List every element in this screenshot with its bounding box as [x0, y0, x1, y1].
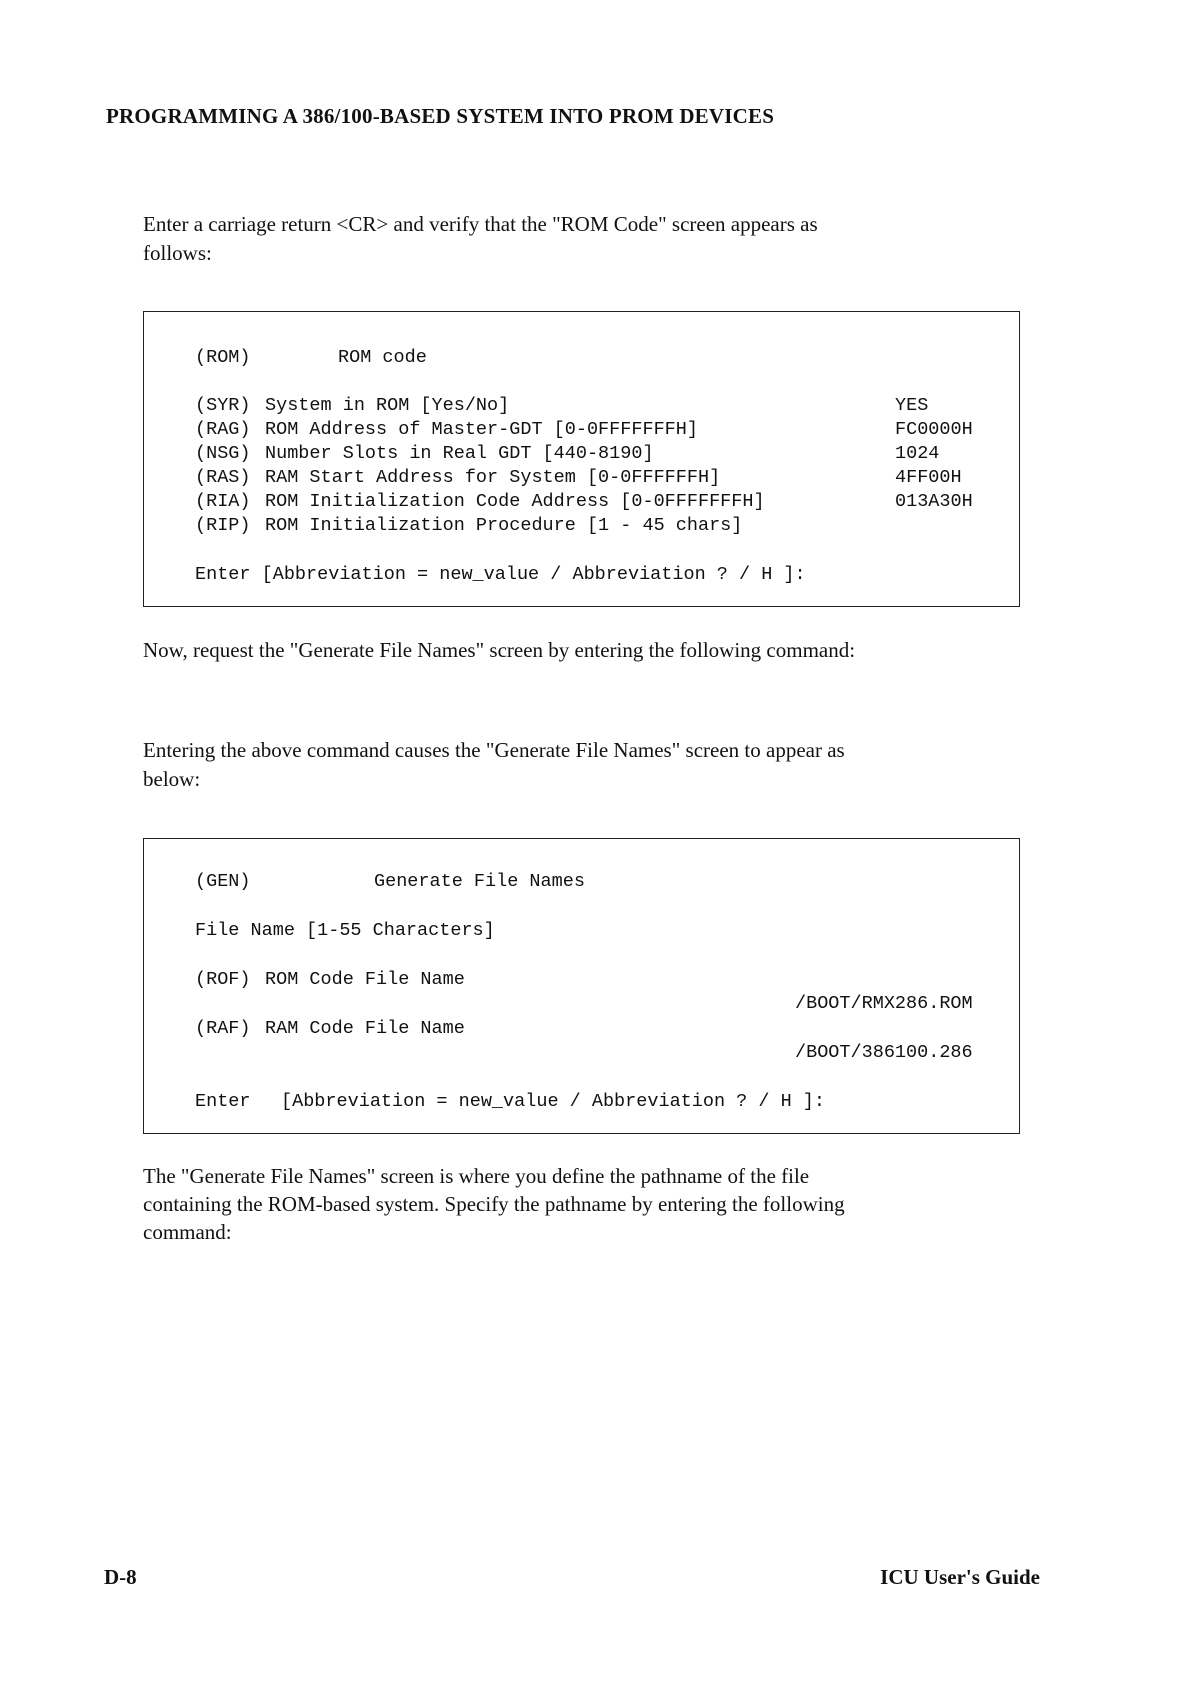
rom-row-abbr: (RAG): [195, 419, 251, 440]
file-name-subheading: File Name [1-55 Characters]: [195, 920, 495, 941]
gen-screen-title-abbr: (GEN): [195, 871, 251, 892]
raf-abbr: (RAF): [195, 1018, 251, 1039]
intro-paragraph-line-2: follows:: [143, 241, 212, 265]
raf-label: RAM Code File Name: [265, 1018, 465, 1039]
rom-screen-prompt: Enter [Abbreviation = new_value / Abbreviation ? / H ]:: [195, 564, 806, 585]
rom-screen-title: ROM code: [338, 347, 427, 368]
rom-row-value: 4FF00H: [895, 467, 962, 488]
footer-guide-title: ICU User's Guide: [880, 1565, 1040, 1589]
generate-file-names-screen: [143, 838, 1020, 1134]
request-paragraph: Now, request the "Generate File Names" screen by entering the following command:: [143, 638, 856, 662]
rof-abbr: (ROF): [195, 969, 251, 990]
rom-row-value: YES: [895, 395, 929, 416]
rom-row-abbr: (RIP): [195, 515, 251, 536]
rom-row-value: FC0000H: [895, 419, 973, 440]
rom-row-abbr: (SYR): [195, 395, 251, 416]
gen-screen-prompt: [Abbreviation = new_value / Abbreviation ? / H ]:: [281, 1091, 825, 1112]
raf-value: /BOOT/386100.286: [795, 1042, 973, 1063]
gen-screen-title: Generate File Names: [374, 871, 585, 892]
rom-row-label: ROM Initialization Procedure [1 - 45 chars]: [265, 515, 743, 536]
rom-row-label: RAM Start Address for System [0-0FFFFFFH]: [265, 467, 721, 488]
page-number: D-8: [104, 1565, 137, 1589]
rom-row-abbr: (NSG): [195, 443, 251, 464]
rom-row-label: Number Slots in Real GDT [440-8190]: [265, 443, 654, 464]
gen-description-line-2: containing the ROM-based system. Specify the pathname by entering the following: [143, 1192, 845, 1216]
rom-row-abbr: (RAS): [195, 467, 251, 488]
rom-row-abbr: (RIA): [195, 491, 251, 512]
gen-description-line-1: The "Generate File Names" screen is where you define the pathname of the file: [143, 1164, 810, 1188]
rom-row-label: ROM Initialization Code Address [0-0FFFFFFFH]: [265, 491, 765, 512]
rom-row-label: System in ROM [Yes/No]: [265, 395, 510, 416]
gen-prompt-enter: Enter: [195, 1091, 251, 1112]
rof-value: /BOOT/RMX286.ROM: [795, 993, 973, 1014]
rom-code-screen: [143, 311, 1020, 607]
rom-row-label: ROM Address of Master-GDT [0-0FFFFFFFH]: [265, 419, 698, 440]
rof-label: ROM Code File Name: [265, 969, 465, 990]
rom-row-value: 013A30H: [895, 491, 973, 512]
page-header: PROGRAMMING A 386/100-BASED SYSTEM INTO PROM DEVICES: [106, 104, 775, 128]
intro-paragraph-line-1: Enter a carriage return <CR> and verify that the "ROM Code" screen appears as: [143, 212, 818, 236]
entering-paragraph-line-1: Entering the above command causes the "Generate File Names" screen to appear as: [143, 738, 845, 762]
gen-description-line-3: command:: [143, 1220, 232, 1244]
rom-screen-title-abbr: (ROM): [195, 347, 251, 368]
rom-row-value: 1024: [895, 443, 940, 464]
entering-paragraph-line-2: below:: [143, 767, 201, 791]
